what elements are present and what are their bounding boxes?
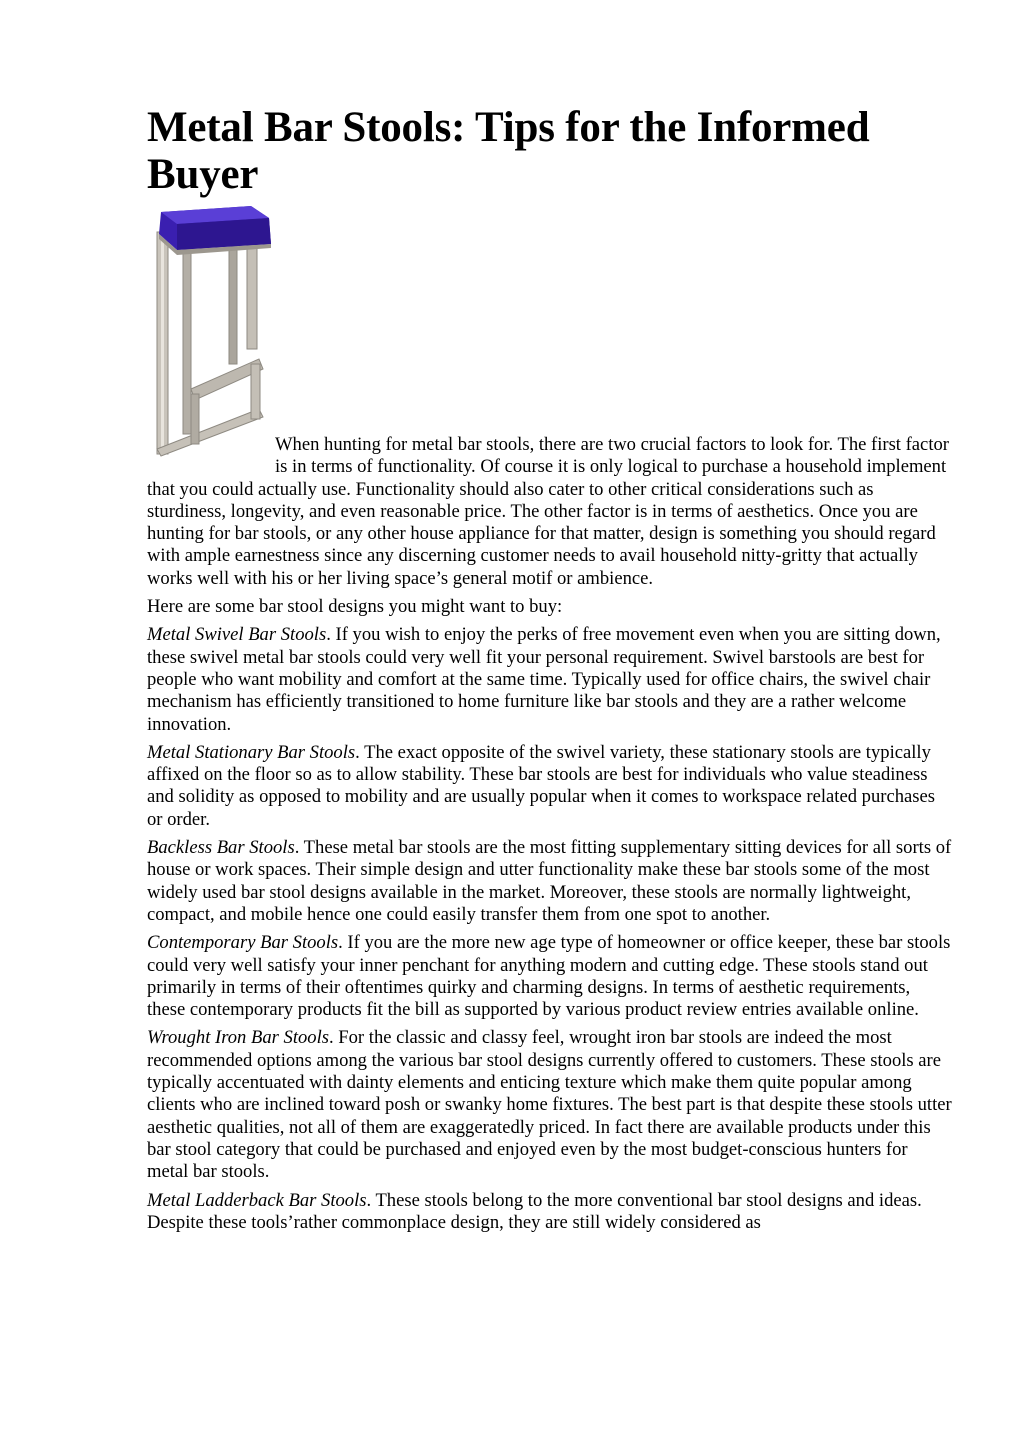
section-paragraph xyxy=(147,1027,953,1183)
section-paragraph xyxy=(147,742,953,831)
section-text: . For the classic and classy feel, wrought iron bar stools are indeed the most recommended options among the various bar stool designs currently offered to customers. These stools are typically accentuated with dainty elements and enticing texture which make them quite popular among clients who are inclined toward posh or swanky home fixtures. The best part is that despite these stools utter aesthetic qualities, not all of them are exaggeratedly priced. In fact there are available products under this bar stool category that could be purchased and enjoyed even by the most budget-conscious hunters for metal bar stools. xyxy=(147,1027,952,1183)
section-paragraph xyxy=(147,932,953,1021)
section-heading: Contemporary Bar Stools xyxy=(147,932,339,954)
intro-block xyxy=(147,198,953,590)
section-heading: Backless Bar Stools xyxy=(147,837,295,859)
lead-paragraph: Here are some bar stool designs you might want to buy: xyxy=(147,596,563,618)
page-title: Metal Bar Stools: Tips for the Informed Buyer xyxy=(147,104,870,198)
article xyxy=(147,104,953,1240)
section-text: . These stools belong to the more conventional bar stool designs and ideas. Despite these tools’rather commonplace design, they are still widely considered as xyxy=(147,1189,922,1233)
section-heading: Metal Swivel Bar Stools xyxy=(147,624,327,646)
bar-stool-image xyxy=(147,204,272,459)
intro-paragraph: When hunting for metal bar stools, there are two crucial factors to look for. The first factor is in terms of functionality. Of course it is only logical to purchase a household implement that you could actually use. Functionality should also cater to other critical considerations such as sturdiness, longevity, and even reasonable price. The other factor is in terms of aesthetics. Once you are hunting for bar stools, or any other house appliance for that matter, design is something you should regard with ample earnestness since any discerning customer needs to avail household nitty-gritty that actually works well with his or her living space’s general motif or ambience. xyxy=(147,434,949,589)
section-paragraph xyxy=(147,624,953,735)
section-heading: Metal Ladderback Bar Stools xyxy=(147,1189,367,1211)
section-text: . If you wish to enjoy the perks of free movement even when you are sitting down, these swivel metal bar stools could very well fit your personal requirement. Swivel barstools are best for people who want mobility and comfort at the same time. Typically used for office chairs, the swivel chair mechanism has efficiently transitioned to home furniture like bar stools and they are a rather welcome innovation. xyxy=(147,624,941,735)
section-text: . These metal bar stools are the most fitting supplementary sitting devices for all sorts of house or work spaces. Their simple design and utter functionality make these bar stools some of the most widely used bar stool designs available in the market. Moreover, these stools are normally lightweight, compact, and mobile hence one could easily transfer them from one spot to another. xyxy=(147,837,952,925)
section-text: . The exact opposite of the swivel variety, these stationary stools are typically affixed on the floor so as to allow stability. These bar stools are best for individuals who value steadiness and solidity as opposed to mobility and are usually popular when it comes to workspace related purchases or order. xyxy=(147,741,935,830)
section-heading: Metal Stationary Bar Stools xyxy=(147,741,356,763)
section-paragraph xyxy=(147,1190,953,1235)
section-paragraph xyxy=(147,837,953,926)
section-heading: Wrought Iron Bar Stools xyxy=(147,1027,329,1049)
section-text: . If you are the more new age type of homeowner or office keeper, these bar stools could very well satisfy your inner penchant for anything modern and cutting edge. These stools stand out primarily in terms of their oftentimes quirky and charming designs. In terms of aesthetic requirements, these contemporary products fit the bill as supported by various product review entries available online. xyxy=(147,932,951,1021)
